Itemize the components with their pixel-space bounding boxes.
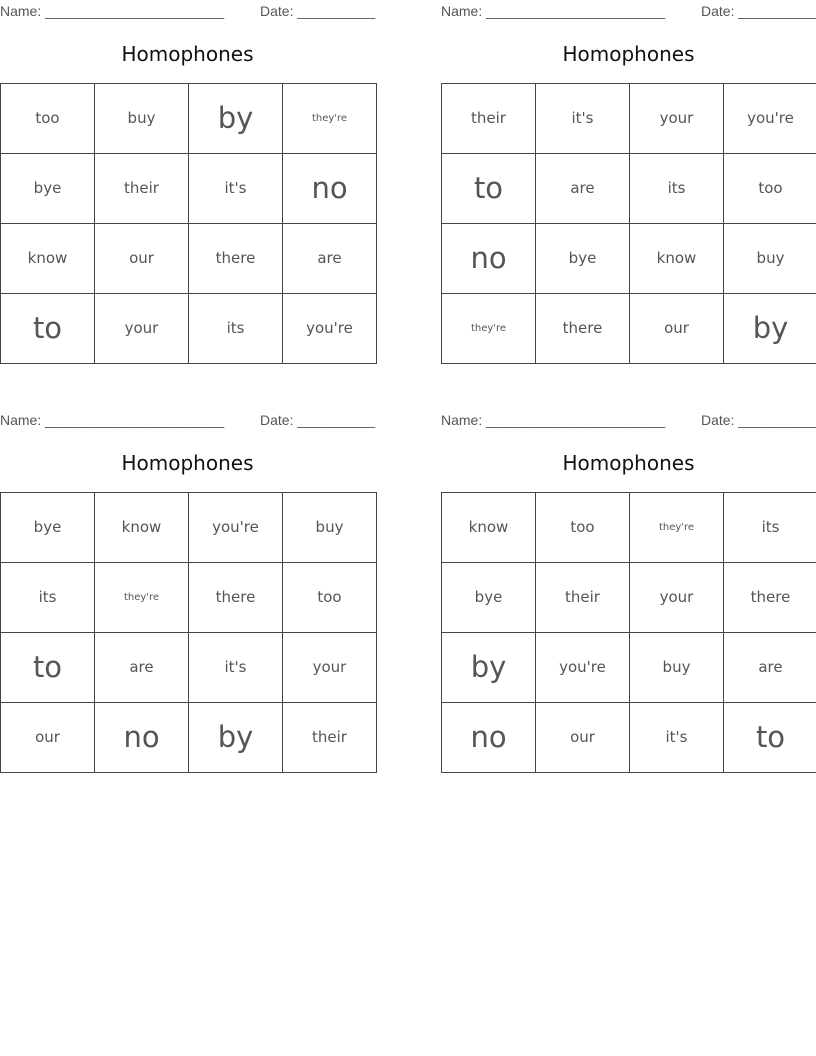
name-line: Name: _______________________ xyxy=(0,412,225,428)
grid-cell: they're xyxy=(283,84,377,154)
grid-cell: there xyxy=(189,224,283,294)
grid-cell: it's xyxy=(630,703,724,773)
grid-row xyxy=(442,633,816,703)
grid-cell: it's xyxy=(536,84,630,154)
card-title: Homophones xyxy=(121,42,254,66)
grid-cell: to xyxy=(442,154,536,224)
grid-cell: to xyxy=(1,294,95,364)
grid-cell: by xyxy=(189,703,283,773)
grid-cell: they're xyxy=(95,563,189,633)
grid-cell: its xyxy=(630,154,724,224)
grid-row xyxy=(442,224,816,294)
grid-cell: know xyxy=(630,224,724,294)
grid-cell: by xyxy=(442,633,536,703)
grid-cell: no xyxy=(283,154,377,224)
grid-cell: no xyxy=(442,224,536,294)
card-header xyxy=(441,1,816,21)
grid-cell: too xyxy=(536,493,630,563)
grid-cell: know xyxy=(442,493,536,563)
grid-row xyxy=(442,294,816,364)
grid-cell: their xyxy=(95,154,189,224)
card-title: Homophones xyxy=(121,451,254,475)
grid-row xyxy=(442,493,816,563)
date-line: Date: __________ xyxy=(260,3,376,19)
grid-row xyxy=(1,224,377,294)
grid-cell: they're xyxy=(442,294,536,364)
grid-row xyxy=(1,84,377,154)
grid-row xyxy=(442,84,816,154)
grid-row xyxy=(442,154,816,224)
grid-cell: know xyxy=(95,493,189,563)
grid-cell: no xyxy=(442,703,536,773)
grid-cell: too xyxy=(283,563,377,633)
card-title: Homophones xyxy=(562,451,695,475)
grid-cell: buy xyxy=(630,633,724,703)
grid-cell: their xyxy=(536,563,630,633)
bingo-card xyxy=(441,0,816,365)
grid-cell: bye xyxy=(1,493,95,563)
bingo-card xyxy=(441,409,816,774)
grid-cell: buy xyxy=(283,493,377,563)
grid-cell: they're xyxy=(630,493,724,563)
bingo-grid xyxy=(0,83,377,364)
grid-cell: are xyxy=(724,633,816,703)
grid-cell: to xyxy=(724,703,816,773)
grid-cell: our xyxy=(630,294,724,364)
grid-cell: too xyxy=(1,84,95,154)
grid-row xyxy=(442,703,816,773)
grid-cell: buy xyxy=(724,224,816,294)
card-header xyxy=(0,1,375,21)
name-line: Name: _______________________ xyxy=(0,3,225,19)
bingo-grid xyxy=(441,83,816,364)
grid-cell: know xyxy=(1,224,95,294)
date-line: Date: __________ xyxy=(260,412,376,428)
grid-row xyxy=(1,563,377,633)
grid-cell: their xyxy=(283,703,377,773)
grid-cell: our xyxy=(95,224,189,294)
grid-cell: it's xyxy=(189,154,283,224)
grid-row xyxy=(1,493,377,563)
grid-cell: your xyxy=(95,294,189,364)
date-line: Date: __________ xyxy=(701,412,816,428)
grid-row xyxy=(1,633,377,703)
grid-cell: its xyxy=(1,563,95,633)
grid-cell: by xyxy=(724,294,816,364)
grid-cell: you're xyxy=(536,633,630,703)
grid-cell: bye xyxy=(536,224,630,294)
grid-row xyxy=(1,294,377,364)
grid-cell: its xyxy=(189,294,283,364)
grid-cell: it's xyxy=(189,633,283,703)
name-line: Name: _______________________ xyxy=(441,3,666,19)
grid-cell: its xyxy=(724,493,816,563)
grid-cell: you're xyxy=(724,84,816,154)
grid-cell: your xyxy=(630,563,724,633)
grid-cell: our xyxy=(1,703,95,773)
date-line: Date: __________ xyxy=(701,3,816,19)
card-header xyxy=(0,410,375,430)
grid-cell: bye xyxy=(442,563,536,633)
grid-row xyxy=(1,154,377,224)
bingo-card xyxy=(0,409,375,774)
grid-cell: no xyxy=(95,703,189,773)
grid-cell: there xyxy=(724,563,816,633)
bingo-grid xyxy=(0,492,377,773)
grid-cell: are xyxy=(283,224,377,294)
grid-cell: there xyxy=(536,294,630,364)
grid-cell: there xyxy=(189,563,283,633)
grid-row xyxy=(1,703,377,773)
name-line: Name: _______________________ xyxy=(441,412,666,428)
grid-cell: our xyxy=(536,703,630,773)
grid-row xyxy=(442,563,816,633)
grid-cell: too xyxy=(724,154,816,224)
grid-cell: to xyxy=(1,633,95,703)
grid-cell: are xyxy=(536,154,630,224)
grid-cell: you're xyxy=(283,294,377,364)
bingo-grid xyxy=(441,492,816,773)
card-title: Homophones xyxy=(562,42,695,66)
bingo-card xyxy=(0,0,375,365)
grid-cell: your xyxy=(630,84,724,154)
grid-cell: bye xyxy=(1,154,95,224)
grid-cell: buy xyxy=(95,84,189,154)
grid-cell: by xyxy=(189,84,283,154)
grid-cell: are xyxy=(95,633,189,703)
grid-cell: your xyxy=(283,633,377,703)
grid-cell: you're xyxy=(189,493,283,563)
grid-cell: their xyxy=(442,84,536,154)
card-header xyxy=(441,410,816,430)
